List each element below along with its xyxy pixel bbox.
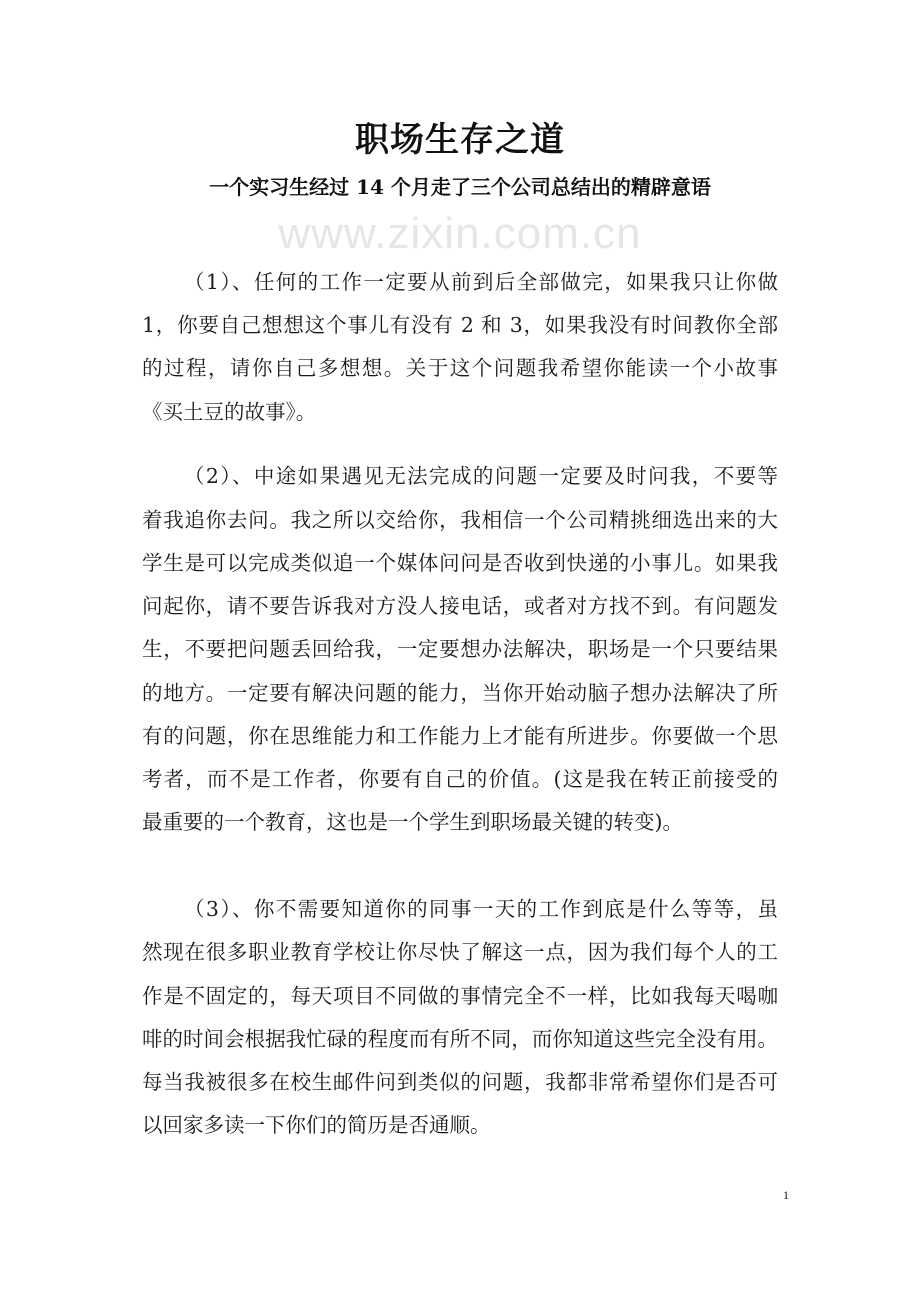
page-subtitle: 一个实习生经过 14 个月走了三个公司总结出的精辟意语	[209, 175, 711, 199]
paragraph-3-line: 作是不固定的，每天项目不同做的事情完全不一样，比如我每天喝咖	[142, 984, 778, 1008]
paragraph-3-line: 以回家多读一下你们的简历是否通顺。	[142, 1113, 491, 1137]
paragraph-2-line: 有的问题，你在思维能力和工作能力上才能有所进步。你要做一个思	[142, 724, 778, 748]
paragraph-1-line: 1，你要自己想想这个事儿有没有 2 和 3，如果我没有时间教你全部	[142, 313, 778, 337]
page-number: 1	[783, 1188, 789, 1202]
paragraph-1-line: 的过程，请你自己多想想。关于这个问题我希望你能读一个小故事	[142, 356, 778, 380]
paragraph-1-line: （1）、任何的工作一定要从前到后全部做完，如果我只让你做	[184, 270, 778, 294]
paragraph-3-line: 啡的时间会根据我忙碌的程度而有所不同，而你知道这些完全没有用。	[142, 1027, 778, 1051]
paragraph-1-line: 《买土豆的故事》。	[142, 400, 317, 424]
paragraph-2-line: 最重要的一个教育，这也是一个学生到职场最关键的转变)。	[142, 810, 683, 834]
watermark: www.zixin.com.cn	[278, 209, 642, 258]
paragraph-2-line: 问起你，请不要告诉我对方没人接电话，或者对方找不到。有问题发	[142, 594, 778, 618]
paragraph-3-line: 然现在很多职业教育学校让你尽快了解这一点，因为我们每个人的工	[142, 940, 778, 964]
paragraph-2-line: 的地方。一定要有解决问题的能力，当你开始动脑子想办法解决了所	[142, 681, 778, 705]
paragraph-3-line: 每当我被很多在校生邮件问到类似的问题，我都非常希望你们是否可	[142, 1070, 778, 1094]
paragraph-2-line: 生，不要把问题丢回给我，一定要想办法解决，职场是一个只要结果	[142, 637, 778, 661]
paragraph-2-line: 学生是可以完成类似追一个媒体问问是否收到快递的小事儿。如果我	[142, 551, 778, 575]
paragraph-2-line: 考者，而不是工作者，你要有自己的价值。(这是我在转正前接受的	[142, 767, 778, 791]
page-title: 职场生存之道	[355, 120, 565, 160]
paragraph-2-line: 着我追你去问。我之所以交给你，我相信一个公司精挑细选出来的大	[142, 508, 778, 532]
paragraph-2-line: （2）、中途如果遇见无法完成的问题一定要及时问我，不要等	[184, 464, 778, 488]
paragraph-3-line: （3）、你不需要知道你的同事一天的工作到底是什么等等，虽	[184, 897, 778, 921]
